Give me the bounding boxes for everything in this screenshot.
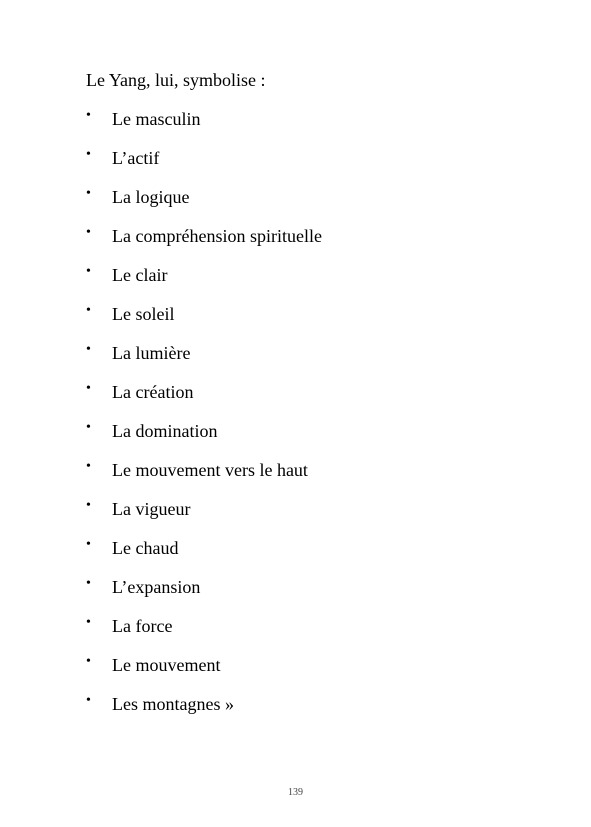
bullet-icon: • xyxy=(86,459,91,474)
bullet-icon: • xyxy=(86,537,91,552)
page-number: 139 xyxy=(288,787,303,798)
list-item-label: Le soleil xyxy=(112,304,175,324)
bullet-icon: • xyxy=(86,420,91,435)
list-item-label: La vigueur xyxy=(112,499,191,519)
bullet-icon: • xyxy=(86,654,91,669)
list-item-label: Le mouvement xyxy=(112,655,221,675)
bullet-icon: • xyxy=(86,693,91,708)
list-item-label: Le chaud xyxy=(112,538,179,558)
list-item-label: La domination xyxy=(112,421,218,441)
bullet-icon: • xyxy=(86,264,91,279)
list-item-label: L’expansion xyxy=(112,577,201,597)
bullet-icon: • xyxy=(86,576,91,591)
list-item-label: La compréhension spirituelle xyxy=(112,226,322,246)
bullet-icon: • xyxy=(86,615,91,630)
bullet-icon: • xyxy=(86,225,91,240)
list-item-label: La force xyxy=(112,616,173,636)
list-item-label: Les montagnes » xyxy=(112,694,234,714)
bullet-icon: • xyxy=(86,381,91,396)
bullet-icon: • xyxy=(86,186,91,201)
bullet-icon: • xyxy=(86,147,91,162)
bullet-icon: • xyxy=(86,342,91,357)
bullet-icon: • xyxy=(86,303,91,318)
list-item-label: La création xyxy=(112,382,194,402)
list-item-label: Le clair xyxy=(112,265,168,285)
intro-sentence: Le Yang, lui, symbolise : xyxy=(86,70,266,90)
bullet-icon: • xyxy=(86,108,91,123)
list-item-label: La lumière xyxy=(112,343,191,363)
list-item-label: Le masculin xyxy=(112,109,201,129)
list-item-label: Le mouvement vers le haut xyxy=(112,460,308,480)
list-item-label: La logique xyxy=(112,187,190,207)
bullet-icon: • xyxy=(86,498,91,513)
list-item-label: L’actif xyxy=(112,148,160,168)
